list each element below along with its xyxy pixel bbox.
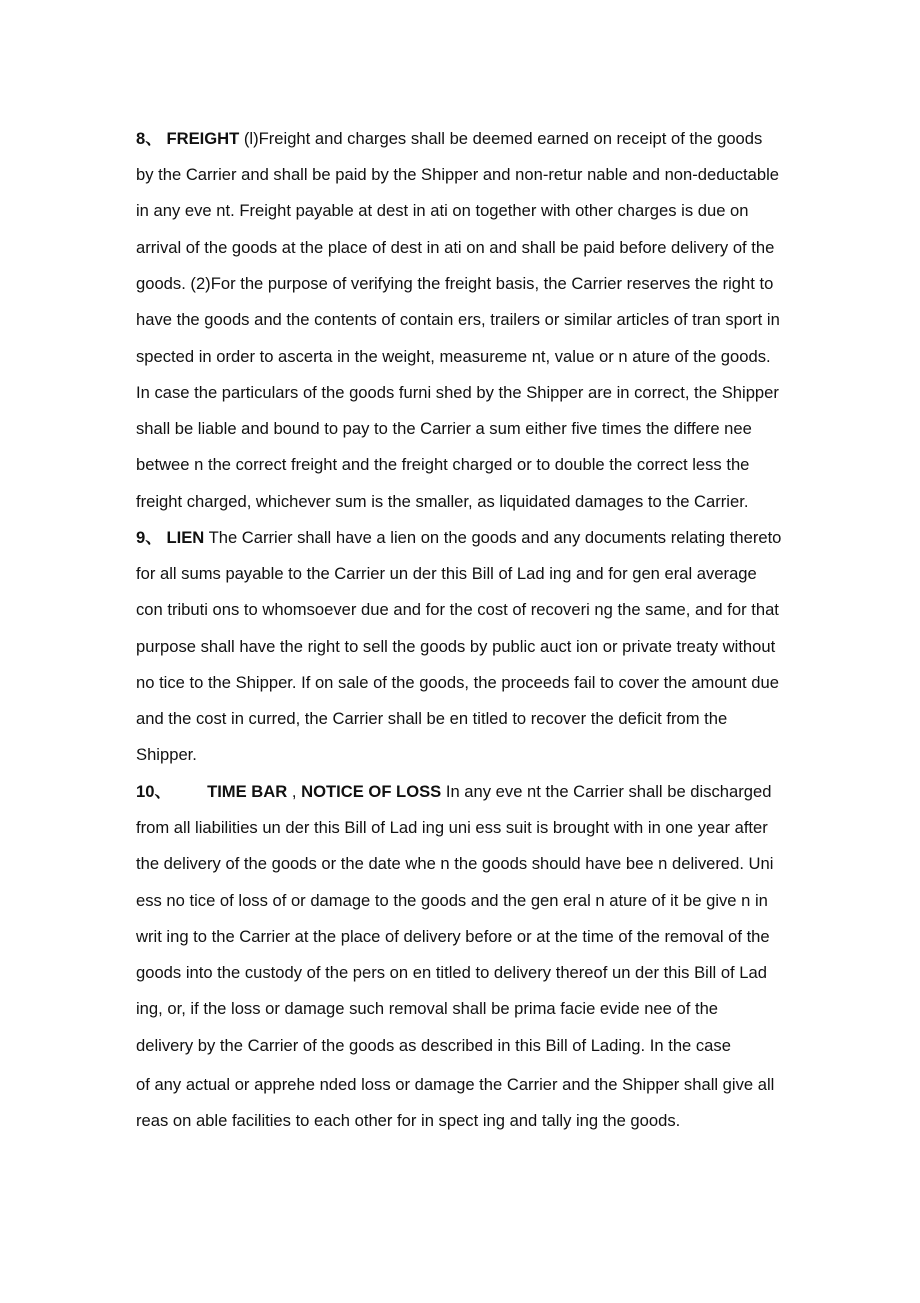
section-10-line-1 [136, 781, 771, 803]
section-text: In any eve nt the Carrier shall be discharged [441, 782, 772, 801]
section-9-line-4: purpose shall have the right to sell the goods by public auct ion or private treaty without [136, 637, 776, 656]
heading-separator: , [287, 782, 302, 801]
section-10-line-5: writ ing to the Carrier at the place of delivery before or at the time of the removal of the [136, 927, 770, 946]
section-10-line-3: the delivery of the goods or the date whe n the goods should have bee n delivered. Uni [136, 854, 774, 873]
section-8-line-2: by the Carrier and shall be paid by the Shipper and non-retur nable and non-deductable [136, 165, 779, 184]
section-8-line-5: goods. (2)For the purpose of verifying the freight basis, the Carrier reserves the right to [136, 274, 774, 293]
section-8-line-11: freight charged, whichever sum is the smaller, as liquidated damages to the Carrier. [136, 492, 749, 511]
section-8-line-1 [136, 128, 762, 150]
section-8-line-7: spected in order to ascerta in the weight, measureme nt, value or n ature of the goods. [136, 347, 771, 366]
section-number: 10、 [136, 782, 172, 801]
section-text: (l)Freight and charges shall be deemed earned on receipt of the goods [239, 129, 763, 148]
section-8-line-4: arrival of the goods at the place of dest in ati on and shall be paid before delivery of the [136, 238, 775, 257]
section-10-line-8: delivery by the Carrier of the goods as described in this Bill of Lading. In the case [136, 1036, 731, 1055]
section-10-line-9: of any actual or apprehe nded loss or damage the Carrier and the Shipper shall give all [136, 1075, 775, 1094]
section-number: 8、 [136, 129, 162, 148]
section-10-line-6: goods into the custody of the pers on en titled to delivery thereof un der this Bill of Lad [136, 963, 767, 982]
section-10-line-7: ing, or, if the loss or damage such removal shall be prima facie evide nee of the [136, 999, 719, 1018]
section-9-line-5: no tice to the Shipper. If on sale of the goods, the proceeds fail to cover the amount due [136, 673, 779, 692]
section-10-line-10: reas on able facilities to each other for in spect ing and tally ing the goods. [136, 1111, 681, 1130]
section-9-line-6: and the cost in curred, the Carrier shall be en titled to recover the deficit from the [136, 709, 728, 728]
section-heading-2: NOTICE OF LOSS [301, 782, 442, 801]
section-8-line-3: in any eve nt. Freight payable at dest in ati on together with other charges is due on [136, 201, 749, 220]
section-10-line-4: ess no tice of loss of or damage to the goods and the gen eral n ature of it be give n in [136, 891, 768, 910]
section-9-line-1 [136, 527, 781, 549]
section-8-line-6: have the goods and the contents of contain ers, trailers or similar articles of tran sport in [136, 310, 780, 329]
section-heading: TIME BAR [207, 782, 288, 801]
section-number: 9、 [136, 528, 162, 547]
section-10-line-2: from all liabilities un der this Bill of Lad ing uni ess suit is brought with in one year after [136, 818, 768, 837]
section-8-line-9: shall be liable and bound to pay to the Carrier a sum either five times the differe nee [136, 419, 752, 438]
section-8-line-8: In case the particulars of the goods furni shed by the Shipper are in correct, the Shipper [136, 383, 779, 402]
section-8-line-10: betwee n the correct freight and the freight charged or to double the correct less the [136, 455, 750, 474]
section-heading: FREIGHT [166, 129, 240, 148]
section-9-line-7: Shipper. [136, 745, 197, 764]
section-9-line-3: con tributi ons to whomsoever due and for the cost of recoveri ng the same, and for that [136, 600, 779, 619]
section-heading: LIEN [166, 528, 205, 547]
section-9-line-2: for all sums payable to the Carrier un der this Bill of Lad ing and for gen eral average [136, 564, 757, 583]
section-text: The Carrier shall have a lien on the goods and any documents relating thereto [204, 528, 782, 547]
